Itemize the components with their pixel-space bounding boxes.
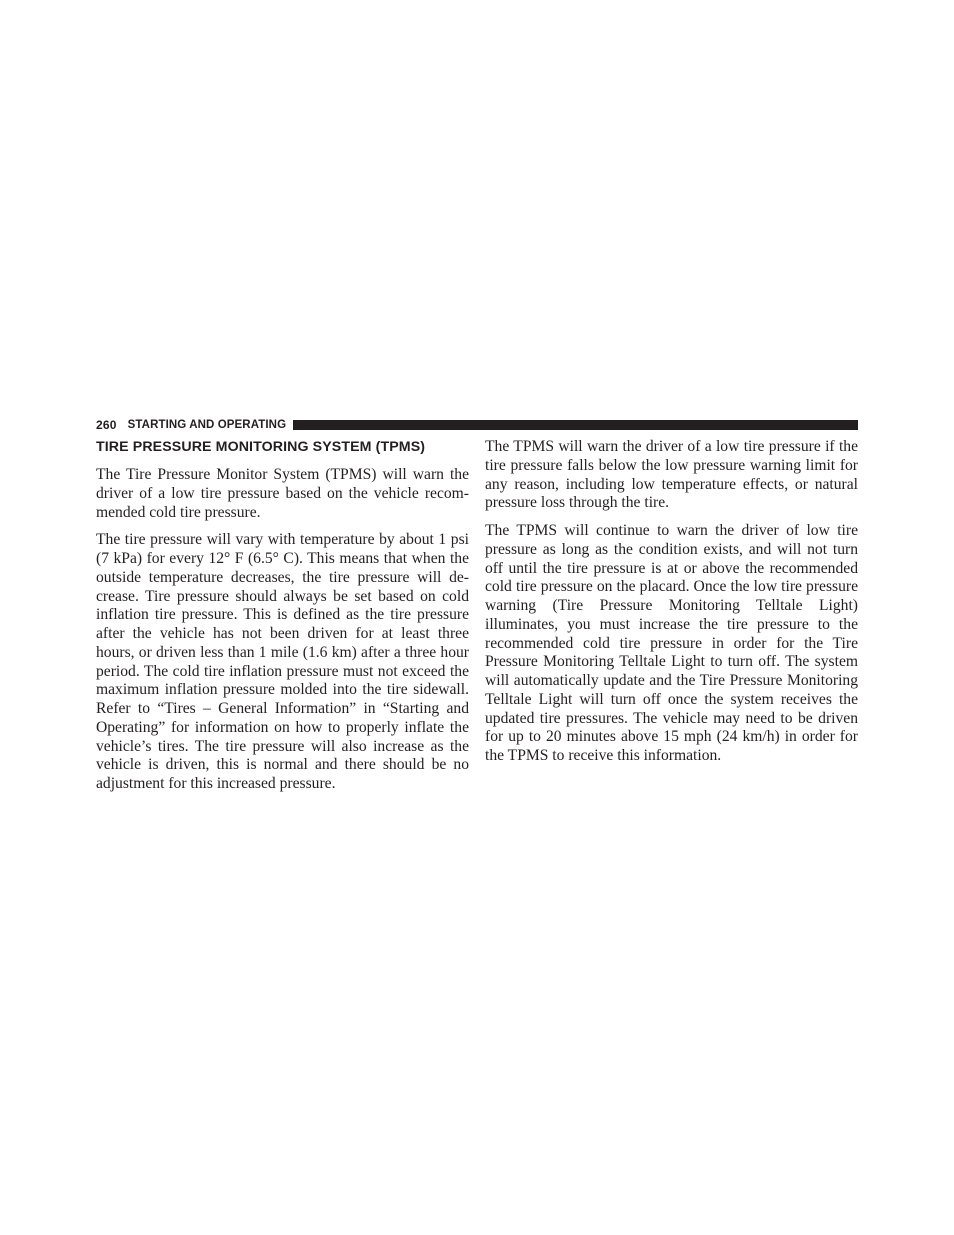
- section-heading: TIRE PRESSURE MONITORING SYSTEM (TPMS): [96, 439, 426, 455]
- paragraph-warning: The TPMS will warn the driver of a low tire pressure if the tire pressure falls below the low pressure warning limit for any reason, including low temperature effects, or natural pressure loss through the tire.: [485, 438, 858, 512]
- right-column: [485, 438, 858, 775]
- header-rule-bar: [293, 420, 858, 430]
- paragraph-tpms-intro: The Tire Pressure Monitor System (TPMS) will warn the driver of a low tire pressure based on the vehicle recommended cold tire pressure.: [96, 466, 469, 521]
- left-column: [96, 438, 469, 803]
- page-number: 260: [96, 418, 117, 432]
- page-header: [96, 418, 858, 432]
- paragraph-telltale: The TPMS will continue to warn the driver of low tire pressure as long as the condition exists, and will not turn off until the tire pressure is at or above the recommended cold tire pressure on the placard. Once the low tire pressure warning (Tire Pressure Monitoring Telltale Light) illuminates, you must increase the tire pressure to the recommended cold tire pressure in order for the Tire Pressure Monitoring Telltale Light to turn off. The system will automatically update and the Tire Pressure Monitoring Telltale Light will turn off once the system receives the updated tire pressures. The vehicle may need to be driven for up to 20 minutes above 15 mph (24 km/h) in order for the TPMS to receive this information.: [485, 522, 858, 764]
- section-title: STARTING AND OPERATING: [127, 419, 287, 431]
- paragraph-temperature: The tire pressure will vary with temperature by about 1 psi (7 kPa) for every 12° F (6.5° C). This means that when the outside temperature decreases, the tire pressure will decrease. Tire pressure should always be set based on cold inflation tire pressure. This is defined as the tire pressure after the vehicle has not been driven for at least three hours, or driven less than 1 mile (1.6 km) after a three hour period. The cold tire inflation pressure must not exceed the maximum inflation pressure molded into the tire sidewall. Refer to “Tires – General Information” in “Starting and Operating” for information on how to properly inflate the vehicle’s tires. The tire pressure will also increase as the vehicle is driven, this is normal and there should be no adjustment for this increased pressure.: [96, 531, 469, 792]
